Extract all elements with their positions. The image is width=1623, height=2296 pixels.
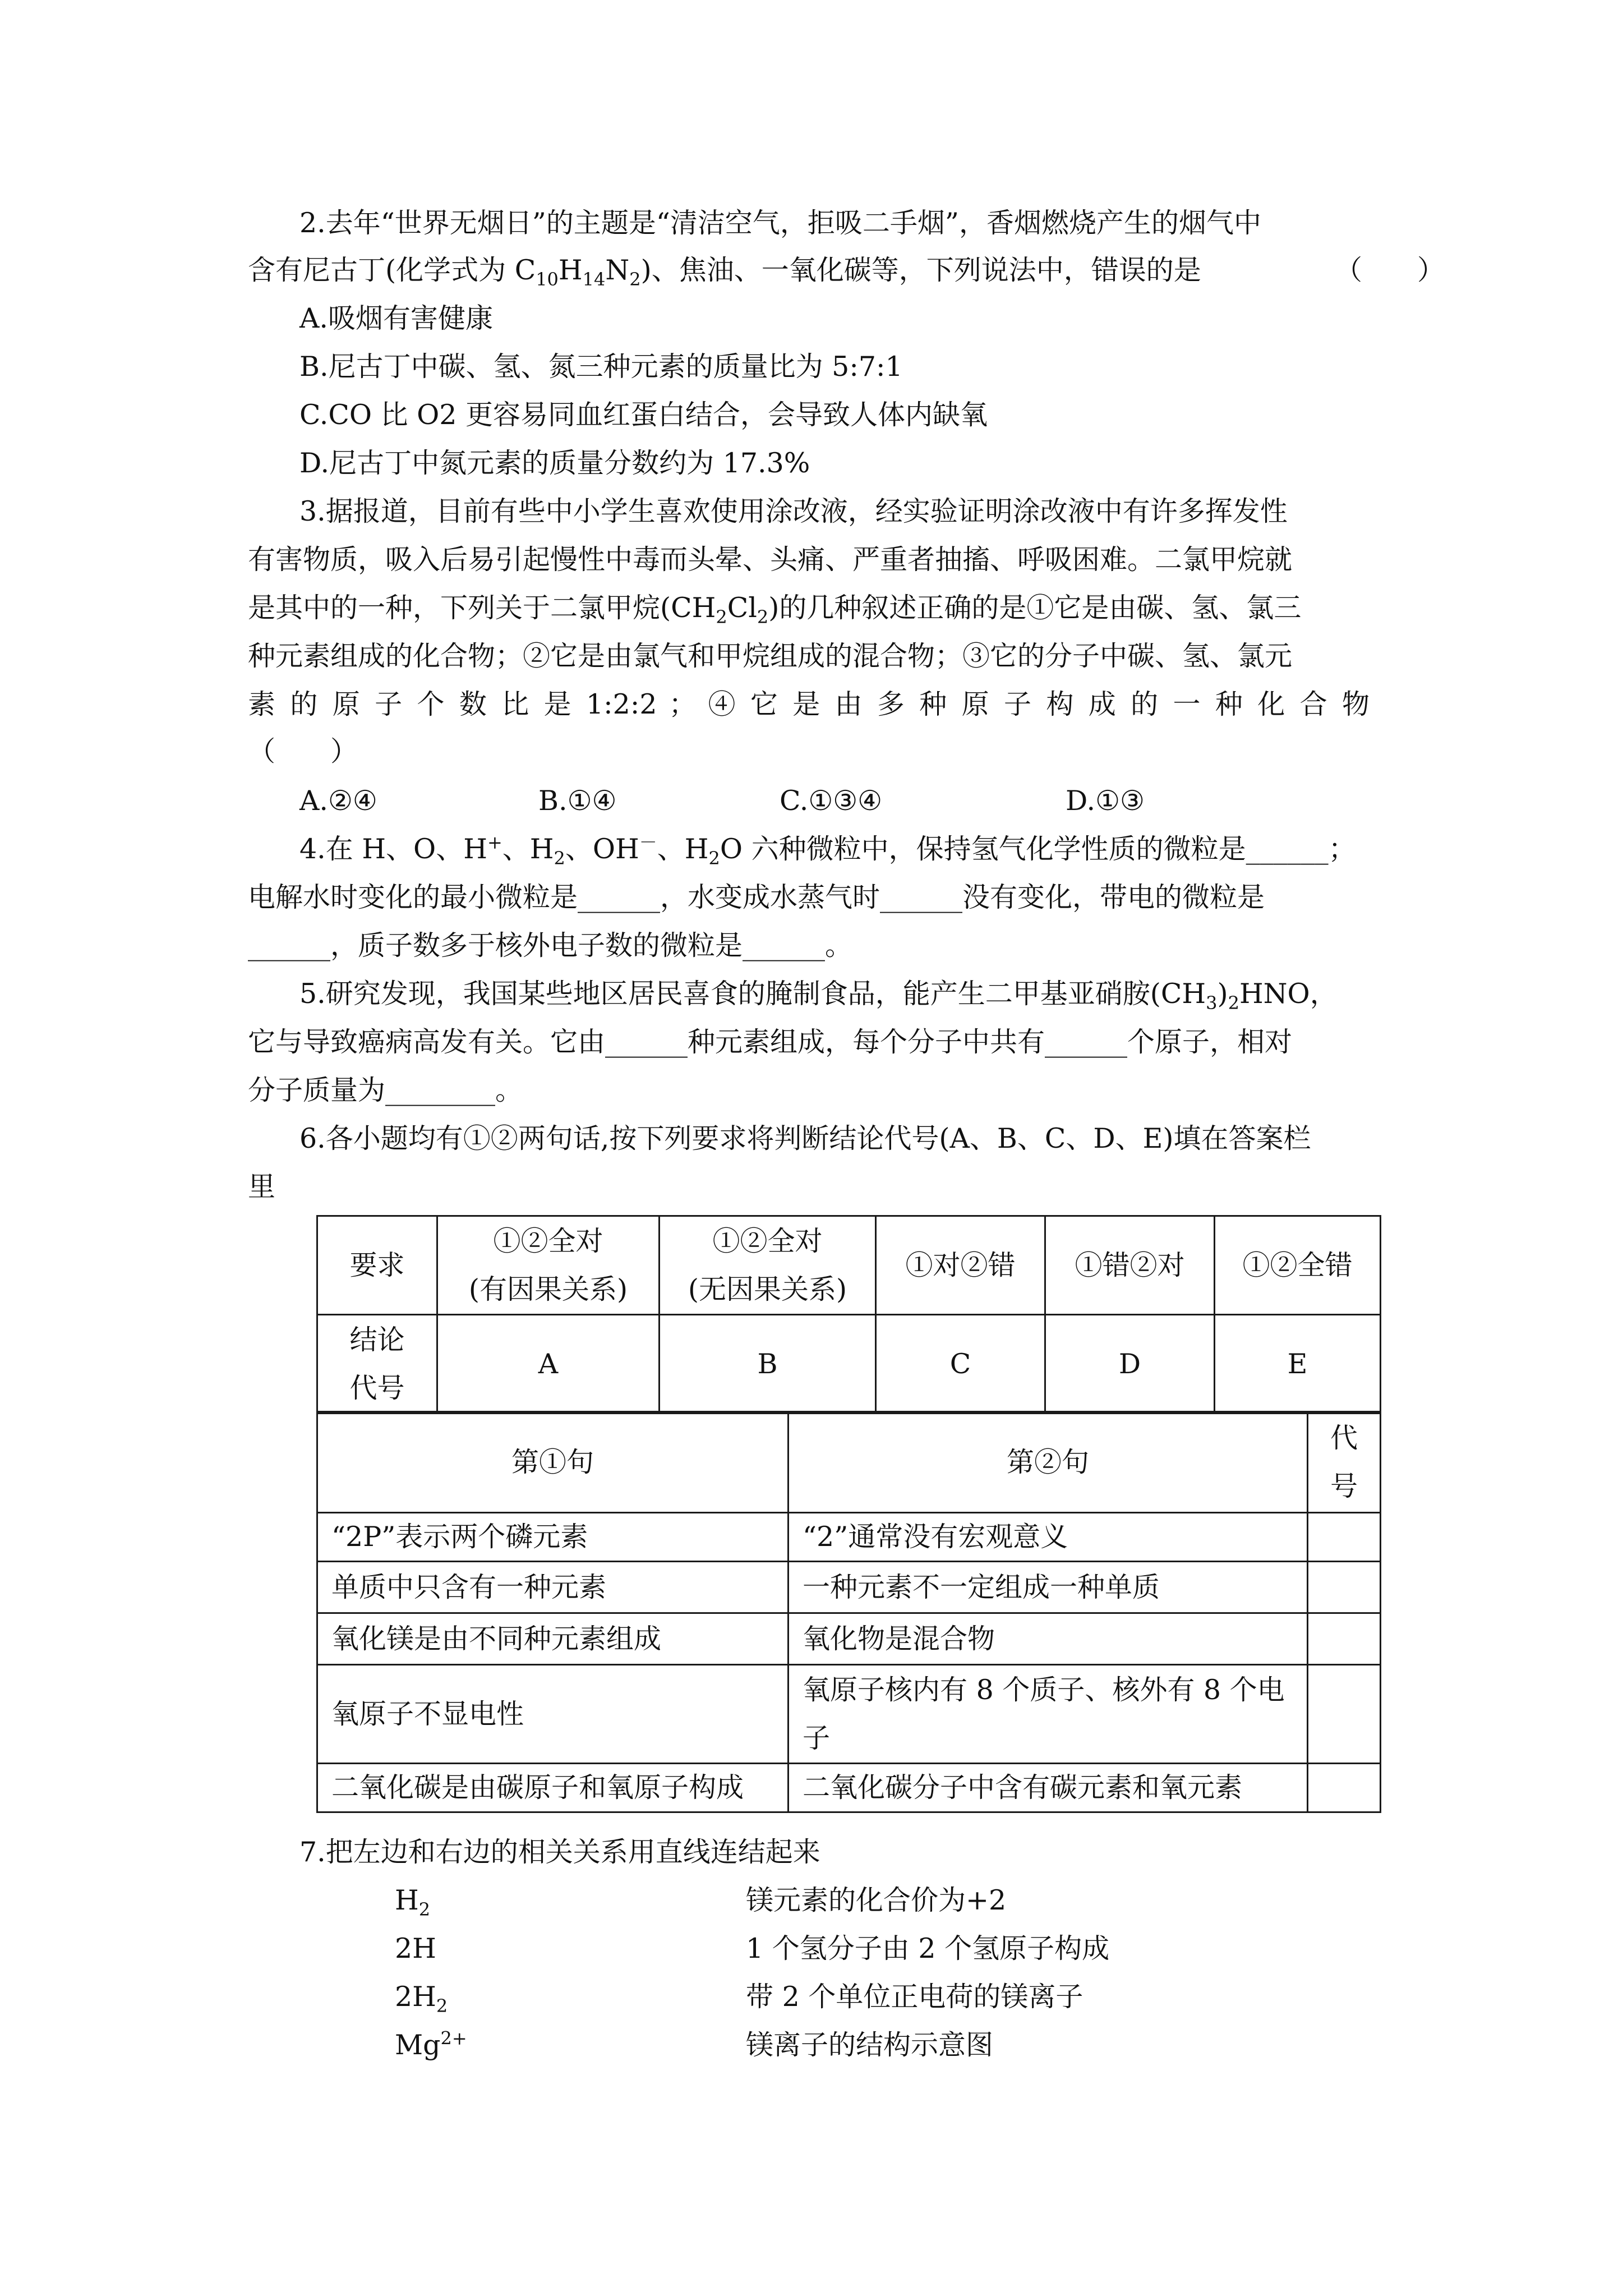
- sentence2-cell: 二氧化碳分子中含有碳元素和氧元素: [789, 1764, 1308, 1812]
- code-c: C: [876, 1315, 1045, 1414]
- q2-option-b: B.尼古丁中碳、氢、氮三种元素的质量比为 5:7:1: [299, 351, 903, 383]
- answer-input-cell[interactable]: [1308, 1562, 1381, 1613]
- q7-right-item: 镁元素的化合价为+2: [746, 1884, 1007, 1916]
- q2-line2: 含有尼古丁(化学式为 $C_{10}H_{14}N_2$)、焦油、一氧化碳等，下列说法中，错误的是: [248, 254, 1201, 290]
- sentence2-header: 第②句: [789, 1412, 1308, 1513]
- q6-line2: 里: [248, 1171, 276, 1203]
- requirement-c: ①对②错: [876, 1216, 1045, 1315]
- answer-input-cell[interactable]: [1308, 1665, 1381, 1764]
- q7-right-item: 1 个氢分子由 2 个氢原子构成: [746, 1932, 1110, 1964]
- requirement-d: ①错②对: [1045, 1216, 1215, 1315]
- table-row: [317, 1513, 1381, 1562]
- q6-answer-table: [316, 1411, 1381, 1813]
- table-row: [317, 1764, 1381, 1812]
- sentence2-cell: 氧原子核内有 8 个质子、核外有 8 个电 子: [789, 1665, 1308, 1764]
- code-header: 代 号: [1308, 1412, 1381, 1513]
- q2-option-d: D.尼古丁中氮元素的质量分数约为 17.3%: [299, 447, 810, 479]
- q6-line1: 6.各小题均有①②两句话,按下列要求将判断结论代号(A、B、C、D、E)填在答案栏: [299, 1122, 1311, 1154]
- sentence2-cell: 氧化物是混合物: [789, 1613, 1308, 1665]
- q7-line1: 7.把左边和右边的相关关系用直线连结起来: [299, 1836, 820, 1868]
- table-row: [317, 1562, 1381, 1613]
- q3-answer-bracket: （ ）: [248, 735, 358, 767]
- q3-option-c: C.①③④: [780, 785, 883, 817]
- q2-option-c: C.CO 比 O2 更容易同血红蛋白结合，会导致人体内缺氧: [299, 399, 988, 431]
- q3-line1: 3.据报道，目前有些中小学生喜欢使用涂改液，经实验证明涂改液中有许多挥发性: [299, 495, 1288, 527]
- answer-input-cell[interactable]: [1308, 1513, 1381, 1562]
- q3-line4: 种元素组成的化合物；②它是由氯气和甲烷组成的混合物；③它的分子中碳、氢、氯元: [248, 640, 1293, 672]
- requirement-e: ①②全错: [1215, 1216, 1381, 1315]
- sentence1-cell: 氧化镁是由不同种元素组成: [317, 1613, 789, 1665]
- q3-line2: 有害物质，吸入后易引起慢性中毒而头晕、头痛、严重者抽搐、呼吸困难。二氯甲烷就: [248, 544, 1293, 576]
- sentence1-cell: “2P”表示两个磷元素: [317, 1513, 789, 1562]
- code-d: D: [1045, 1315, 1215, 1414]
- code-label: 结论 代号: [317, 1315, 437, 1414]
- q3-line5: 素 的 原 子 个 数 比 是 1:2:2 ； ④ 它 是 由 多 种 原 子 构 成 的 一 种 化 合 物: [248, 688, 1370, 720]
- q3-option-b: B.①④: [538, 785, 617, 817]
- q2-option-a: A.吸烟有害健康: [299, 302, 493, 334]
- sentence1-cell: 单质中只含有一种元素: [317, 1562, 789, 1613]
- requirement-b: ①②全对 (无因果关系): [660, 1216, 876, 1315]
- code-e: E: [1215, 1315, 1381, 1414]
- requirement-label: 要求: [317, 1216, 437, 1315]
- q5-line1: 5.研究发现，我国某些地区居民喜食的腌制食品，能产生二甲基亚硝胺$(CH_3)_2HNO$，: [299, 978, 1338, 1014]
- q5-line2: 它与导致癌病高发有关。它由______种元素组成，每个分子中共有______个原子，相对: [248, 1026, 1293, 1058]
- sentence2-cell: 一种元素不一定组成一种单质: [789, 1562, 1308, 1613]
- sentence1-cell: 二氧化碳是由碳原子和氧原子构成: [317, 1764, 789, 1812]
- q4-line2: 电解水时变化的最小微粒是______，水变成水蒸气时______没有变化，带电的微粒是: [248, 881, 1265, 913]
- q4-line1: 4.在 H、O、H+、$H_2$、OH－、$H_2O$ 六种微粒中，保持氢气化学性质的微粒是______；: [299, 831, 1356, 869]
- q6-code-table: [316, 1215, 1381, 1414]
- q4-line3: ______，质子数多于核外电子数的微粒是______。: [248, 930, 853, 961]
- code-a: A: [437, 1315, 660, 1414]
- answer-input-cell[interactable]: [1308, 1613, 1381, 1665]
- sentence2-cell: “2”通常没有宏观意义: [789, 1513, 1308, 1562]
- q7-right-item: 带 2 个单位正电荷的镁离子: [746, 1981, 1083, 2013]
- q6-code-row: [317, 1315, 1381, 1414]
- table-row: [317, 1613, 1381, 1665]
- q5-line3: 分子质量为________。: [248, 1074, 523, 1106]
- table-row: [317, 1665, 1381, 1764]
- q3-line3: 是其中的一种，下列关于二氯甲烷$(CH_2Cl_2)$的几种叙述正确的是①它是由碳、氢、氯三: [248, 592, 1302, 628]
- sentence1-header: 第①句: [317, 1412, 789, 1513]
- q7-left-item: $H_2$: [395, 1884, 431, 1920]
- q7-left-item: $Mg^{2+}$: [395, 2027, 467, 2061]
- q7-left-item: $2H_2$: [395, 1981, 448, 2017]
- q2-line1: 2.去年“世界无烟日”的主题是“清洁空气，拒吸二手烟”，香烟燃烧产生的烟气中: [299, 207, 1261, 239]
- sentence1-cell: 氧原子不显电性: [317, 1665, 789, 1764]
- answer-input-cell[interactable]: [1308, 1764, 1381, 1812]
- code-b: B: [660, 1315, 876, 1414]
- answer-header-row: [317, 1412, 1381, 1513]
- q7-left-item: 2H: [395, 1932, 436, 1964]
- q6-requirement-row: [317, 1216, 1381, 1315]
- q3-option-d: D.①③: [1066, 785, 1145, 817]
- requirement-a: ①②全对 (有因果关系): [437, 1216, 660, 1315]
- q2-answer-bracket: （ ）: [1335, 254, 1445, 286]
- q7-right-item: 镁离子的结构示意图: [746, 2029, 994, 2061]
- q3-option-a: A.②④: [299, 785, 377, 817]
